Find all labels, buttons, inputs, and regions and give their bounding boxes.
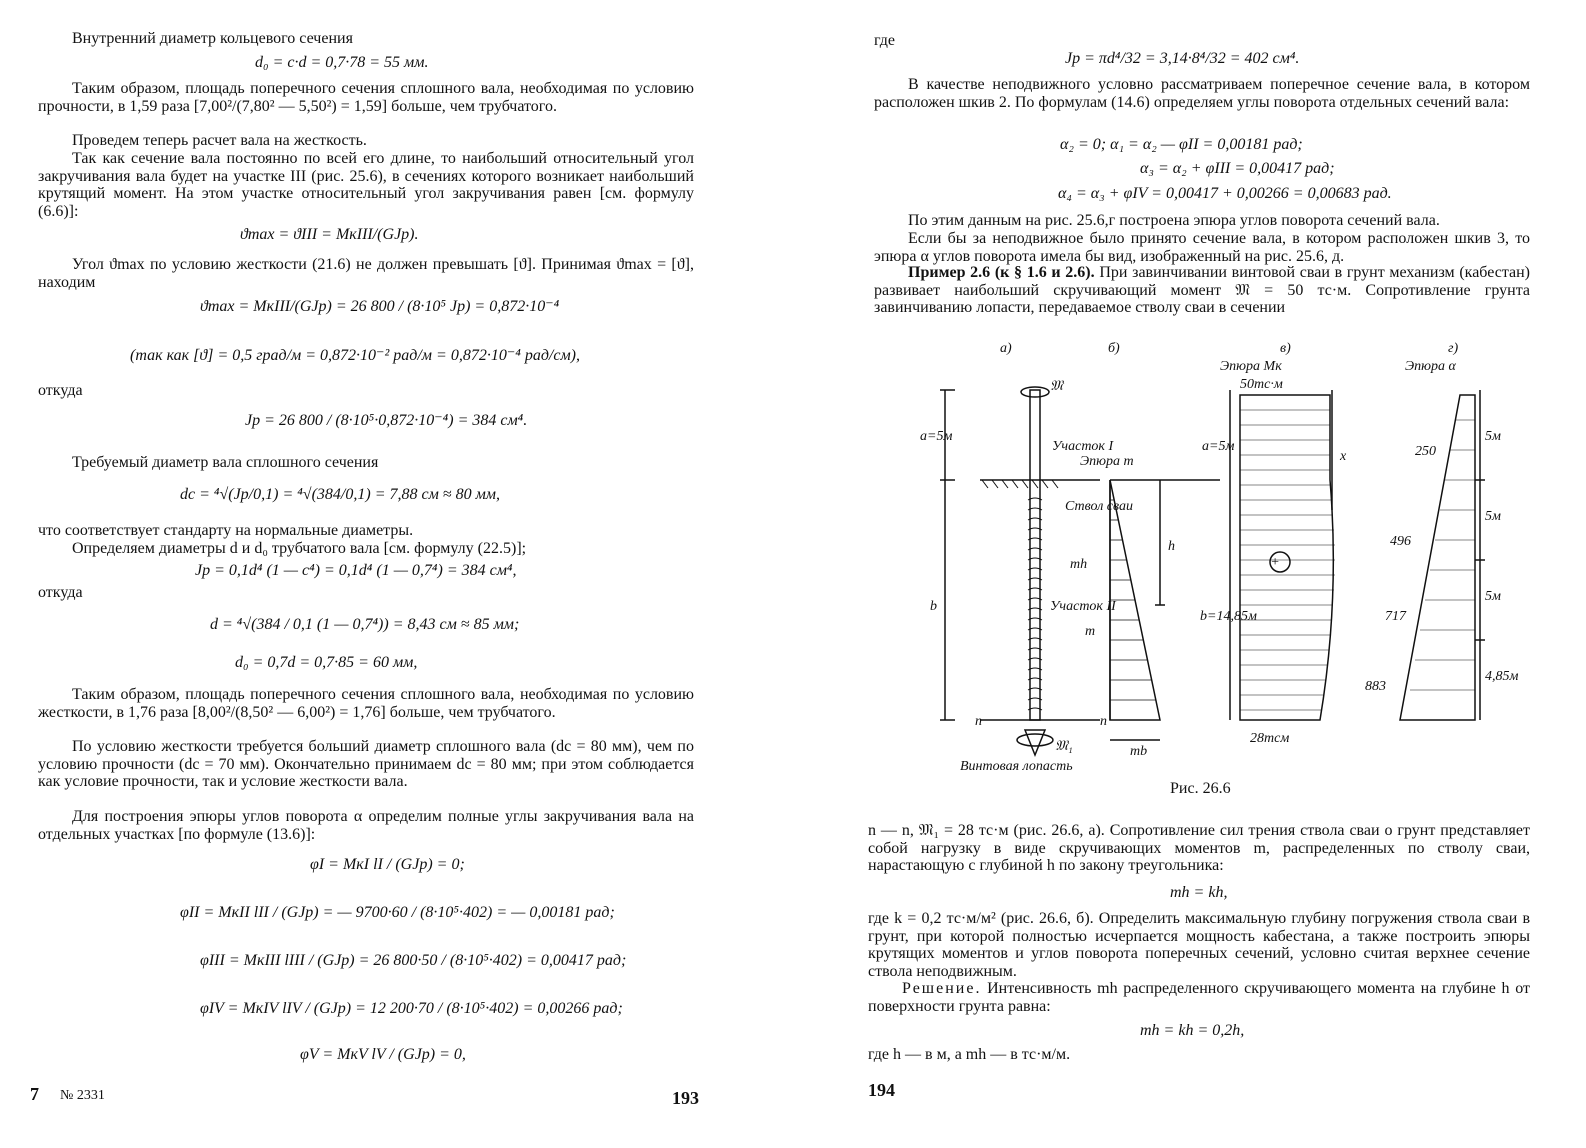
formula: dс = ⁴√(Jp/0,1) = ⁴√(384/0,1) = 7,88 см ≈ 80 мм, <box>180 486 500 503</box>
solution-heading: Решение. <box>902 980 982 997</box>
paragraph: откуда <box>38 382 83 399</box>
stvol-label: Ствол сваи <box>1065 499 1133 514</box>
alpha4-value: 883 <box>1365 679 1386 694</box>
dim-b2: b=14,85м <box>1200 609 1257 624</box>
dim-5m-1: 5м <box>1485 429 1501 444</box>
paragraph <box>874 264 1530 317</box>
paragraph: В качестве неподвижного условно рассматриваем поперечное сечение вала, в котором расположен шкив 2. По формулам (14.6) определяем углы поворота отдельных сечений вала: <box>874 76 1530 111</box>
paragraph: Требуемый диаметр вала сплошного сечения <box>72 454 379 471</box>
alpha1-value: 250 <box>1415 444 1436 459</box>
epure-mk-title: Эпюра Mк <box>1220 359 1282 374</box>
n-left: n <box>975 714 982 729</box>
label-b: б) <box>1108 341 1120 356</box>
moment-arrow-bottom <box>1017 734 1053 746</box>
footer-signature: 7 <box>30 1084 39 1104</box>
formula: Jp = πd⁴/32 = 3,14·8⁴/32 = 402 см⁴. <box>1065 50 1300 67</box>
alpha2-value: 496 <box>1390 534 1411 549</box>
formula: d₀ = c·d = 0,7·78 = 55 мм. <box>255 54 429 71</box>
epure-alpha-shape <box>1400 395 1475 720</box>
formula: α₃ = α₂ + φIII = 0,00417 рад; <box>1140 160 1335 177</box>
dim-b: b <box>930 599 937 614</box>
paragraph <box>868 980 1530 1015</box>
mb-label: mb <box>1130 744 1148 759</box>
figure-26-6 <box>900 330 1519 800</box>
alpha3-value: 717 <box>1385 609 1406 624</box>
formula: ϑmax = ϑIII = MкIII/(GJp). <box>240 226 419 243</box>
formula: φI = MкI lI / (GJp) = 0; <box>310 856 465 873</box>
uchastok-1: Участок I <box>1052 439 1114 454</box>
paragraph: Проведем теперь расчет вала на жесткость. <box>72 132 367 149</box>
page-number: 193 <box>672 1088 699 1108</box>
paragraph: где k = 0,2 тс·м/м² (рис. 26.6, б). Определить максимальную глубину погружения ствола сваи в грунт, при которой полностью исчерпается мощность кабестана, а также построить эпюры крутящих моментов и углов поворота поперечных сечений, условно считая верхнее сечение ствола неподвижным. <box>868 910 1530 980</box>
dim-485: 4,85м <box>1485 669 1519 684</box>
formula: φIV = MкIV lIV / (GJp) = 12 200·70 / (8·10⁵·402) = 0,00266 рад; <box>200 1000 623 1017</box>
right-page <box>800 0 1586 1148</box>
dim-h: h <box>1168 539 1175 554</box>
formula: d = ⁴√(384 / 0,1 (1 — 0,7⁴)) = 8,43 см ≈ 85 мм; <box>210 616 520 633</box>
formula: Jp = 26 800 / (8·10⁵·0,872·10⁻⁴) = 384 см⁴. <box>245 412 528 429</box>
pile-shaft <box>1030 390 1040 720</box>
solution-text: Интенсивность mh распределенного скручивающего момента на глубине h от поверхности грунта равна: <box>868 980 1530 1015</box>
paragraph: Внутренний диаметр кольцевого сечения <box>72 30 353 47</box>
left-page <box>0 0 780 1148</box>
label-v: в) <box>1280 341 1291 356</box>
formula: d₀ = 0,7d = 0,7·85 = 60 мм, <box>235 654 418 671</box>
page-number: 194 <box>868 1080 895 1100</box>
formula: φV = MкV lV / (GJp) = 0, <box>300 1046 466 1063</box>
moment-M1-label: 𝔐₁ <box>1055 739 1073 754</box>
paragraph: n — n, 𝔐₁ = 28 тс·м (рис. 26.6, а). Сопротивление сил трения ствола сваи о грунт представляет собой нагрузку в виде скручивающих моментов m, распределенных по стволу сваи, нарастающую с глубиной h по закону треугольника: <box>868 822 1530 874</box>
example-heading: Пример 2.6 (к § 1.6 и 2.6). <box>908 264 1095 281</box>
paragraph: откуда <box>38 584 83 601</box>
mk-top-value: 50тс·м <box>1240 377 1283 392</box>
plus-sign: + <box>1270 555 1280 570</box>
formula: mh = kh, <box>1170 884 1228 901</box>
example-text: При завинчивании винтовой сваи в грунт механизм (кабестан) развивает наибольший скручивающий момент 𝔐 = 50 тс·м. Сопротивление грунта завинчиванию лопасти, передаваемое стволу сваи в сечении <box>874 264 1531 316</box>
uchastok-2: Участок II <box>1050 599 1116 614</box>
paragraph: По этим данным на рис. 25.6,г построена эпюра углов поворота сечений вала. <box>908 212 1440 229</box>
figure-caption: Рис. 26.6 <box>1170 780 1231 797</box>
label-a: а) <box>1000 341 1012 356</box>
paragraph: где <box>874 32 896 49</box>
epure-mk-shape <box>1240 395 1333 720</box>
dim-5m-3: 5м <box>1485 589 1501 604</box>
dim-5m-2: 5м <box>1485 509 1501 524</box>
paragraph: Если бы за неподвижное было принято сечение вала, в котором расположен шкив 3, то эпюра α углов поворота имела бы вид, изображенный на рис. 25.6, д. <box>874 230 1530 265</box>
formula: α₄ = α₃ + φIV = 0,00417 + 0,00266 = 0,00683 рад. <box>1058 185 1392 202</box>
paragraph: Угол ϑmax по условию жесткости (21.6) не должен превышать [ϑ]. Принимая ϑmax = [ϑ], находим <box>38 256 694 291</box>
dim-x: x <box>1340 449 1347 464</box>
epure-alpha-title: Эпюра α <box>1405 359 1456 374</box>
paragraph: что соответствует стандарту на нормальные диаметры. <box>38 522 414 539</box>
formula: Jp = 0,1d⁴ (1 — c⁴) = 0,1d⁴ (1 — 0,7⁴) = 384 см⁴, <box>195 562 517 579</box>
paragraph: По условию жесткости требуется больший диаметр сплошного вала (dс = 80 мм), чем по условию прочности (dс = 70 мм). Окончательно принимаем dс = 80 мм; при этом соблюдается как условие прочности, так и условие жесткости вала. <box>38 738 694 790</box>
paragraph: Таким образом, площадь поперечного сечения сплошного вала, необходимая по условию прочности, в 1,59 раза [7,00²/(7,80² — 5,50²) = 1,59] больше, чем трубчатого. <box>38 80 694 115</box>
dim-a2: a=5м <box>1202 439 1235 454</box>
m-label: m <box>1085 624 1096 639</box>
paragraph: Так как сечение вала постоянно по всей его длине, то наибольший относительный угол закручивания вала будет на участке III (рис. 25.6), в сечениях которого возникает наибольший крутящий момент. На этом участке относительный угол закручивания равен [см. формулу (6.6)]: <box>38 150 694 220</box>
mk-bottom-value: 28тсм <box>1250 731 1290 746</box>
dim-a: a=5м <box>920 429 953 444</box>
footer-order-number: № 2331 <box>60 1088 105 1103</box>
paragraph: где h — в м, а mh — в тс·м/м. <box>868 1046 1071 1063</box>
label-g: г) <box>1448 341 1459 356</box>
moment-arrow-top <box>1021 387 1049 397</box>
paragraph: Для построения эпюры углов поворота α определим полные углы закручивания вала на отдельных участках [по формуле (13.6)]: <box>38 808 694 843</box>
formula: α₂ = 0; α₁ = α₂ — φII = 0,00181 рад; <box>1060 136 1303 153</box>
mh-label: mh <box>1070 557 1088 572</box>
paragraph: Определяем диаметры d и d₀ трубчатого вала [см. формулу (22.5)]; <box>72 540 527 557</box>
epure-m-title: Эпюра m <box>1080 454 1134 469</box>
moment-M-label: 𝔐 <box>1050 379 1063 394</box>
formula: (так как [ϑ] = 0,5 град/м = 0,872·10⁻² рад/м = 0,872·10⁻⁴ рад/см), <box>130 347 580 364</box>
vint-label: Винтовая лопасть <box>960 759 1073 774</box>
formula: φIII = MкIII lIII / (GJp) = 26 800·50 / (8·10⁵·402) = 0,00417 рад; <box>200 952 627 969</box>
paragraph: Таким образом, площадь поперечного сечения сплошного вала, необходимая по условию жесткости, в 1,76 раза [8,00²/(8,50² — 6,00²) = 1,76] больше, чем трубчатого. <box>38 686 694 721</box>
formula: mh = kh = 0,2h, <box>1140 1022 1245 1039</box>
formula: φII = MкII lII / (GJp) = — 9700·60 / (8·10⁵·402) = — 0,00181 рад; <box>180 904 615 921</box>
n-right: n <box>1100 714 1107 729</box>
formula: ϑmax = MкIII/(GJp) = 26 800 / (8·10⁵ Jp) = 0,872·10⁻⁴ <box>200 298 560 315</box>
